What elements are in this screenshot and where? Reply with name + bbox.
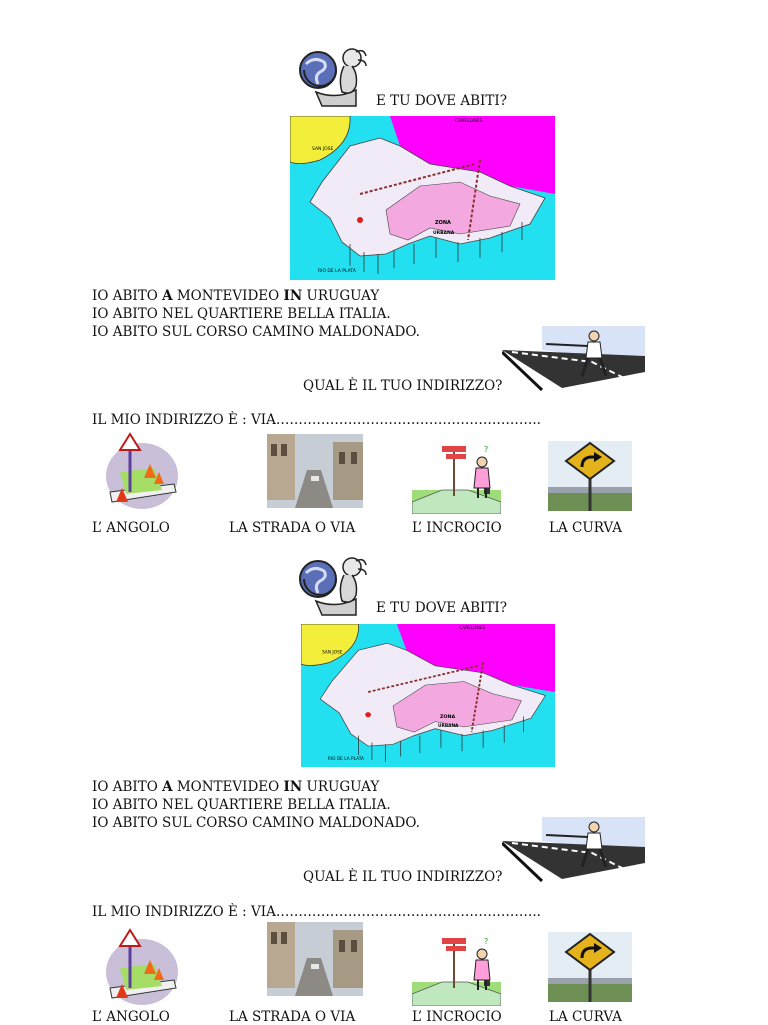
curve-sign-photo	[548, 441, 632, 511]
caption-crossroads: L’ INCROCIO	[412, 1009, 502, 1025]
caption-street: LA STRADA O VIA	[229, 1009, 356, 1025]
map-label-west: SAN JOSE	[322, 649, 343, 655]
montevideo-map	[290, 116, 555, 280]
map-label-river: RIO DE LA PLATA	[327, 756, 364, 761]
map-label-north: CANELONES	[459, 625, 486, 631]
man-pointing-road-illustration	[502, 322, 645, 394]
street-photo	[267, 922, 363, 996]
montevideo-map	[301, 624, 555, 767]
info-line-1: IO ABITO A MONTEVIDEO IN URUGUAY	[92, 288, 380, 304]
street-photo	[267, 434, 363, 508]
address-line: IL MIO INDIRIZZO È : VIA…………………………………………………..	[92, 412, 541, 428]
globe-person-icon	[296, 44, 368, 108]
caption-curve: LA CURVA	[549, 1009, 622, 1025]
map-label-zone: ZONA	[439, 715, 456, 721]
map-label-urban: URBANA	[433, 231, 455, 236]
question: QUAL È IL TUO INDIRIZZO?	[303, 378, 503, 394]
caption-street: LA STRADA O VIA	[229, 520, 356, 536]
map-label-zone: ZONA	[435, 220, 451, 226]
svg-text:?: ?	[484, 937, 489, 946]
info-line-3: IO ABITO SUL CORSO CAMINO MALDONADO.	[92, 815, 420, 831]
info-line-2: IO ABITO NEL QUARTIERE BELLA ITALIA.	[92, 797, 391, 813]
caption-curve: LA CURVA	[549, 520, 622, 536]
caption-crossroads: L’ INCROCIO	[412, 520, 502, 536]
question: QUAL È IL TUO INDIRIZZO?	[303, 869, 503, 885]
caption-corner: L’ ANGOLO	[92, 520, 170, 536]
crossroads-illustration	[412, 932, 501, 1006]
info-line-3: IO ABITO SUL CORSO CAMINO MALDONADO.	[92, 324, 420, 340]
map-label-west: SAN JOSE	[312, 147, 334, 152]
curve-sign-photo	[548, 932, 632, 1002]
crossroads-illustration	[412, 440, 501, 514]
svg-text:?: ?	[484, 445, 489, 454]
corner-sign-illustration	[104, 928, 180, 1006]
caption-corner: L’ ANGOLO	[92, 1009, 170, 1025]
map-label-urban: URBANA	[438, 723, 459, 728]
corner-sign-illustration	[104, 432, 180, 510]
map-label-north: CANELONES	[455, 119, 483, 124]
address-line: IL MIO INDIRIZZO È : VIA…………………………………………………..	[92, 904, 541, 920]
map-label-river: RIO DE LA PLATA	[318, 269, 356, 274]
heading: E TU DOVE ABITI?	[376, 93, 507, 109]
info-line-2: IO ABITO NEL QUARTIERE BELLA ITALIA.	[92, 306, 391, 322]
info-line-1: IO ABITO A MONTEVIDEO IN URUGUAY	[92, 779, 380, 795]
heading: E TU DOVE ABITI?	[376, 600, 507, 616]
man-pointing-road-illustration	[502, 813, 645, 885]
globe-person-icon	[296, 553, 368, 617]
